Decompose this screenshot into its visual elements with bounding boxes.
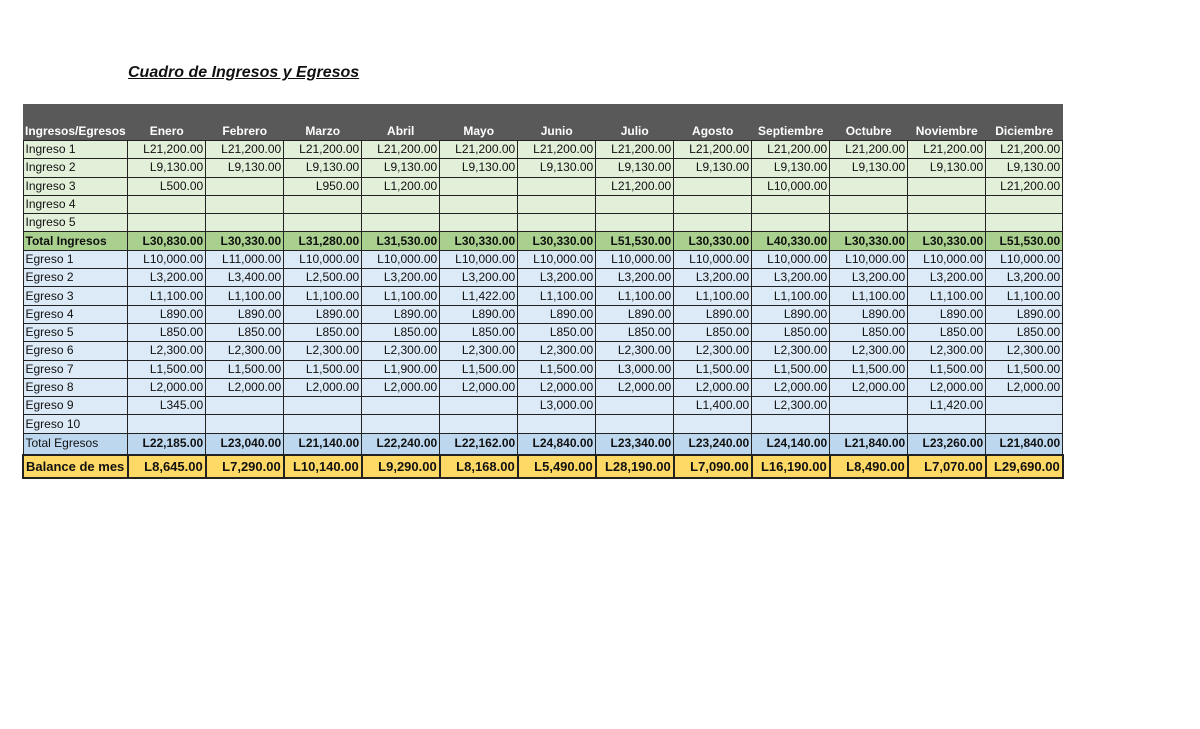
cell-febrero[interactable]: L890.00 [206, 305, 284, 323]
header-month-febrero: Febrero [206, 125, 284, 141]
header-band-cell [596, 104, 674, 125]
cell-febrero[interactable]: L30,330.00 [206, 232, 284, 250]
cell-agosto[interactable]: L9,130.00 [674, 159, 752, 177]
header-band-cell [362, 104, 440, 125]
cell-junio[interactable] [518, 177, 596, 195]
cell-marzo[interactable]: L10,000.00 [284, 250, 362, 268]
cell-julio[interactable] [596, 214, 674, 232]
cell-mayo[interactable]: L9,130.00 [440, 159, 518, 177]
header-month-abril: Abril [362, 125, 440, 141]
cell-junio[interactable]: L3,200.00 [518, 269, 596, 287]
header-band-cell [908, 104, 986, 125]
header-month-julio: Julio [596, 125, 674, 141]
header-label: Ingresos/Egresos [23, 125, 128, 141]
cell-junio[interactable] [518, 415, 596, 433]
cell-febrero[interactable]: L21,200.00 [206, 141, 284, 159]
cell-enero[interactable]: L2,000.00 [128, 378, 206, 396]
header-band-cell [986, 104, 1063, 125]
cell-agosto[interactable] [674, 415, 752, 433]
row-label[interactable]: Total Ingresos [23, 232, 128, 250]
cell-abril[interactable] [362, 397, 440, 415]
cell-mayo[interactable]: L1,500.00 [440, 360, 518, 378]
cell-febrero[interactable]: L1,500.00 [206, 360, 284, 378]
ingreso-row [23, 214, 1063, 232]
cell-agosto[interactable]: L2,000.00 [674, 378, 752, 396]
cell-noviembre[interactable]: L1,100.00 [908, 287, 986, 305]
cell-mayo[interactable]: L2,300.00 [440, 342, 518, 360]
cell-octubre[interactable]: L30,330.00 [830, 232, 908, 250]
cell-agosto[interactable]: L21,200.00 [674, 141, 752, 159]
cell-marzo[interactable]: L2,300.00 [284, 342, 362, 360]
cell-septiembre[interactable]: L10,000.00 [752, 177, 830, 195]
cell-agosto[interactable]: L30,330.00 [674, 232, 752, 250]
cell-abril[interactable] [362, 415, 440, 433]
cell-mayo[interactable]: L890.00 [440, 305, 518, 323]
cell-enero[interactable]: L3,200.00 [128, 269, 206, 287]
cell-noviembre[interactable]: L1,420.00 [908, 397, 986, 415]
cell-enero[interactable]: L2,300.00 [128, 342, 206, 360]
cell-septiembre[interactable]: L24,140.00 [752, 433, 830, 455]
cell-mayo[interactable]: L3,200.00 [440, 269, 518, 287]
cell-diciembre[interactable]: L21,200.00 [986, 141, 1063, 159]
header-month-octubre: Octubre [830, 125, 908, 141]
cell-septiembre[interactable]: L16,190.00 [752, 455, 830, 478]
cell-mayo[interactable]: L10,000.00 [440, 250, 518, 268]
cell-marzo[interactable]: L890.00 [284, 305, 362, 323]
egreso-row [23, 378, 1063, 396]
cell-marzo[interactable] [284, 415, 362, 433]
cell-agosto[interactable] [674, 195, 752, 213]
row-label[interactable]: Ingreso 2 [23, 159, 128, 177]
cell-diciembre[interactable]: L1,500.00 [986, 360, 1063, 378]
cell-enero[interactable] [128, 195, 206, 213]
cell-octubre[interactable] [830, 415, 908, 433]
cell-febrero[interactable]: L11,000.00 [206, 250, 284, 268]
cell-julio[interactable]: L3,200.00 [596, 269, 674, 287]
cell-mayo[interactable] [440, 415, 518, 433]
cell-junio[interactable]: L24,840.00 [518, 433, 596, 455]
cell-diciembre[interactable]: L9,130.00 [986, 159, 1063, 177]
cell-diciembre[interactable]: L10,000.00 [986, 250, 1063, 268]
cell-septiembre[interactable]: L2,000.00 [752, 378, 830, 396]
cell-marzo[interactable]: L2,500.00 [284, 269, 362, 287]
cell-octubre[interactable]: L2,000.00 [830, 378, 908, 396]
cell-noviembre[interactable]: L3,200.00 [908, 269, 986, 287]
cell-junio[interactable]: L30,330.00 [518, 232, 596, 250]
cell-enero[interactable]: L345.00 [128, 397, 206, 415]
cell-octubre[interactable]: L1,100.00 [830, 287, 908, 305]
cell-febrero[interactable]: L9,130.00 [206, 159, 284, 177]
cell-mayo[interactable]: L21,200.00 [440, 141, 518, 159]
header-month-marzo: Marzo [284, 125, 362, 141]
ingreso-row [23, 195, 1063, 213]
cell-abril[interactable]: L9,130.00 [362, 159, 440, 177]
cell-junio[interactable]: L21,200.00 [518, 141, 596, 159]
cell-junio[interactable]: L3,000.00 [518, 397, 596, 415]
header-month-enero: Enero [128, 125, 206, 141]
cell-mayo[interactable] [440, 177, 518, 195]
cell-marzo[interactable]: L21,200.00 [284, 141, 362, 159]
cell-enero[interactable]: L9,130.00 [128, 159, 206, 177]
cell-febrero[interactable] [206, 177, 284, 195]
cell-agosto[interactable]: L1,500.00 [674, 360, 752, 378]
cell-abril[interactable]: L22,240.00 [362, 433, 440, 455]
cell-diciembre[interactable] [986, 195, 1063, 213]
cell-abril[interactable]: L1,100.00 [362, 287, 440, 305]
balance-row [23, 455, 1063, 478]
cell-abril[interactable]: L1,200.00 [362, 177, 440, 195]
cell-julio[interactable]: L2,000.00 [596, 378, 674, 396]
cell-julio[interactable]: L21,200.00 [596, 177, 674, 195]
header-month-septiembre: Septiembre [752, 125, 830, 141]
cell-octubre[interactable] [830, 195, 908, 213]
cell-noviembre[interactable]: L2,300.00 [908, 342, 986, 360]
cell-diciembre[interactable]: L21,840.00 [986, 433, 1063, 455]
cell-octubre[interactable]: L21,200.00 [830, 141, 908, 159]
cell-mayo[interactable]: L30,330.00 [440, 232, 518, 250]
cell-enero[interactable]: L22,185.00 [128, 433, 206, 455]
cell-junio[interactable]: L5,490.00 [518, 455, 596, 478]
cell-agosto[interactable]: L2,300.00 [674, 342, 752, 360]
cell-junio[interactable]: L10,000.00 [518, 250, 596, 268]
cell-febrero[interactable]: L850.00 [206, 323, 284, 341]
cell-noviembre[interactable]: L1,500.00 [908, 360, 986, 378]
row-label[interactable]: Egreso 8 [23, 378, 128, 396]
cell-marzo[interactable]: L2,000.00 [284, 378, 362, 396]
ingreso-row [23, 177, 1063, 195]
cell-junio[interactable]: L2,000.00 [518, 378, 596, 396]
cell-noviembre[interactable]: L850.00 [908, 323, 986, 341]
row-label[interactable]: Egreso 5 [23, 323, 128, 341]
cell-noviembre[interactable]: L23,260.00 [908, 433, 986, 455]
cell-febrero[interactable] [206, 397, 284, 415]
cell-agosto[interactable]: L7,090.00 [674, 455, 752, 478]
cell-marzo[interactable]: L9,130.00 [284, 159, 362, 177]
cell-febrero[interactable]: L7,290.00 [206, 455, 284, 478]
egreso-row [23, 397, 1063, 415]
cell-febrero[interactable]: L2,000.00 [206, 378, 284, 396]
cell-abril[interactable]: L21,200.00 [362, 141, 440, 159]
cell-octubre[interactable]: L9,130.00 [830, 159, 908, 177]
ingreso-row [23, 141, 1063, 159]
cell-enero[interactable]: L1,500.00 [128, 360, 206, 378]
cell-enero[interactable]: L500.00 [128, 177, 206, 195]
cell-mayo[interactable] [440, 397, 518, 415]
cell-octubre[interactable]: L2,300.00 [830, 342, 908, 360]
row-label[interactable]: Egreso 6 [23, 342, 128, 360]
cell-mayo[interactable] [440, 214, 518, 232]
cell-enero[interactable]: L8,645.00 [128, 455, 206, 478]
cell-diciembre[interactable]: L2,000.00 [986, 378, 1063, 396]
cell-marzo[interactable]: L10,140.00 [284, 455, 362, 478]
cell-agosto[interactable]: L850.00 [674, 323, 752, 341]
header-band-cell [830, 104, 908, 125]
cell-agosto[interactable]: L23,240.00 [674, 433, 752, 455]
cell-julio[interactable] [596, 195, 674, 213]
cell-septiembre[interactable]: L850.00 [752, 323, 830, 341]
cell-octubre[interactable]: L10,000.00 [830, 250, 908, 268]
cell-diciembre[interactable] [986, 415, 1063, 433]
cell-abril[interactable]: L3,200.00 [362, 269, 440, 287]
cell-junio[interactable] [518, 214, 596, 232]
header-month-junio: Junio [518, 125, 596, 141]
cell-septiembre[interactable]: L21,200.00 [752, 141, 830, 159]
cell-septiembre[interactable]: L1,100.00 [752, 287, 830, 305]
header-band-cell [674, 104, 752, 125]
egreso-row [23, 415, 1063, 433]
egreso-row [23, 269, 1063, 287]
cell-noviembre[interactable]: L21,200.00 [908, 141, 986, 159]
egreso-row [23, 287, 1063, 305]
header-band-cell [518, 104, 596, 125]
cell-octubre[interactable]: L8,490.00 [830, 455, 908, 478]
cell-octubre[interactable]: L850.00 [830, 323, 908, 341]
cell-diciembre[interactable]: L1,100.00 [986, 287, 1063, 305]
cell-julio[interactable]: L23,340.00 [596, 433, 674, 455]
cell-febrero[interactable] [206, 415, 284, 433]
cell-agosto[interactable]: L890.00 [674, 305, 752, 323]
cell-noviembre[interactable] [908, 214, 986, 232]
egreso-row [23, 250, 1063, 268]
egreso-row [23, 342, 1063, 360]
cell-enero[interactable]: L890.00 [128, 305, 206, 323]
cell-septiembre[interactable]: L1,500.00 [752, 360, 830, 378]
cell-abril[interactable]: L9,290.00 [362, 455, 440, 478]
cell-junio[interactable]: L9,130.00 [518, 159, 596, 177]
cell-noviembre[interactable] [908, 195, 986, 213]
cell-diciembre[interactable]: L21,200.00 [986, 177, 1063, 195]
row-label[interactable]: Ingreso 4 [23, 195, 128, 213]
cell-agosto[interactable]: L1,400.00 [674, 397, 752, 415]
cell-julio[interactable] [596, 415, 674, 433]
cell-julio[interactable] [596, 397, 674, 415]
cell-septiembre[interactable]: L3,200.00 [752, 269, 830, 287]
row-label[interactable]: Balance de mes [23, 455, 128, 478]
cell-diciembre[interactable]: L850.00 [986, 323, 1063, 341]
cell-diciembre[interactable]: L890.00 [986, 305, 1063, 323]
header-band-cell [752, 104, 830, 125]
header-row [23, 125, 1063, 141]
header-band-cell [440, 104, 518, 125]
cell-agosto[interactable]: L1,100.00 [674, 287, 752, 305]
ingreso-row [23, 159, 1063, 177]
cell-septiembre[interactable]: L2,300.00 [752, 397, 830, 415]
row-label[interactable]: Egreso 2 [23, 269, 128, 287]
cell-julio[interactable]: L9,130.00 [596, 159, 674, 177]
income-expense-table [22, 104, 1064, 479]
cell-septiembre[interactable] [752, 195, 830, 213]
header-band-cell [206, 104, 284, 125]
cell-abril[interactable]: L10,000.00 [362, 250, 440, 268]
cell-septiembre[interactable] [752, 415, 830, 433]
cell-febrero[interactable]: L1,100.00 [206, 287, 284, 305]
cell-abril[interactable]: L31,530.00 [362, 232, 440, 250]
cell-julio[interactable]: L2,300.00 [596, 342, 674, 360]
cell-mayo[interactable]: L1,422.00 [440, 287, 518, 305]
cell-junio[interactable]: L1,100.00 [518, 287, 596, 305]
cell-mayo[interactable]: L2,000.00 [440, 378, 518, 396]
cell-octubre[interactable]: L1,500.00 [830, 360, 908, 378]
cell-noviembre[interactable]: L2,000.00 [908, 378, 986, 396]
cell-marzo[interactable] [284, 214, 362, 232]
cell-enero[interactable]: L1,100.00 [128, 287, 206, 305]
cell-marzo[interactable] [284, 397, 362, 415]
cell-marzo[interactable] [284, 195, 362, 213]
row-label[interactable]: Egreso 9 [23, 397, 128, 415]
cell-febrero[interactable] [206, 195, 284, 213]
cell-junio[interactable]: L1,500.00 [518, 360, 596, 378]
cell-julio[interactable]: L10,000.00 [596, 250, 674, 268]
cell-septiembre[interactable]: L890.00 [752, 305, 830, 323]
cell-octubre[interactable] [830, 214, 908, 232]
cell-agosto[interactable]: L3,200.00 [674, 269, 752, 287]
cell-abril[interactable]: L890.00 [362, 305, 440, 323]
cell-diciembre[interactable]: L29,690.00 [986, 455, 1063, 478]
cell-junio[interactable]: L890.00 [518, 305, 596, 323]
cell-agosto[interactable] [674, 214, 752, 232]
cell-septiembre[interactable]: L40,330.00 [752, 232, 830, 250]
row-label[interactable]: Total Egresos [23, 433, 128, 455]
cell-agosto[interactable]: L10,000.00 [674, 250, 752, 268]
cell-abril[interactable]: L2,000.00 [362, 378, 440, 396]
cell-diciembre[interactable] [986, 214, 1063, 232]
cell-abril[interactable] [362, 214, 440, 232]
cell-marzo[interactable]: L21,140.00 [284, 433, 362, 455]
page-title: Cuadro de Ingresos y Egresos [128, 64, 360, 81]
cell-junio[interactable]: L2,300.00 [518, 342, 596, 360]
row-label[interactable]: Egreso 1 [23, 250, 128, 268]
cell-marzo[interactable]: L950.00 [284, 177, 362, 195]
cell-julio[interactable]: L1,100.00 [596, 287, 674, 305]
row-label[interactable]: Egreso 7 [23, 360, 128, 378]
cell-septiembre[interactable] [752, 214, 830, 232]
cell-diciembre[interactable]: L51,530.00 [986, 232, 1063, 250]
cell-febrero[interactable] [206, 214, 284, 232]
header-band-cell [284, 104, 362, 125]
cell-mayo[interactable]: L850.00 [440, 323, 518, 341]
cell-noviembre[interactable] [908, 415, 986, 433]
header-band-cell [23, 104, 128, 125]
header-band-cell [128, 104, 206, 125]
cell-noviembre[interactable]: L7,070.00 [908, 455, 986, 478]
cell-noviembre[interactable]: L890.00 [908, 305, 986, 323]
cell-abril[interactable]: L850.00 [362, 323, 440, 341]
egreso-row [23, 323, 1063, 341]
row-label[interactable]: Ingreso 3 [23, 177, 128, 195]
cell-enero[interactable]: L850.00 [128, 323, 206, 341]
cell-agosto[interactable] [674, 177, 752, 195]
cell-enero[interactable]: L30,830.00 [128, 232, 206, 250]
cell-febrero[interactable]: L3,400.00 [206, 269, 284, 287]
header-band [23, 104, 1063, 125]
cell-mayo[interactable] [440, 195, 518, 213]
cell-febrero[interactable]: L2,300.00 [206, 342, 284, 360]
cell-octubre[interactable]: L890.00 [830, 305, 908, 323]
header-month-noviembre: Noviembre [908, 125, 986, 141]
cell-octubre[interactable] [830, 397, 908, 415]
row-label[interactable]: Ingreso 5 [23, 214, 128, 232]
cell-abril[interactable] [362, 195, 440, 213]
cell-marzo[interactable]: L1,100.00 [284, 287, 362, 305]
cell-abril[interactable]: L2,300.00 [362, 342, 440, 360]
cell-abril[interactable]: L1,900.00 [362, 360, 440, 378]
cell-diciembre[interactable]: L3,200.00 [986, 269, 1063, 287]
cell-mayo[interactable]: L8,168.00 [440, 455, 518, 478]
row-label[interactable]: Egreso 10 [23, 415, 128, 433]
cell-julio[interactable]: L28,190.00 [596, 455, 674, 478]
cell-enero[interactable] [128, 415, 206, 433]
cell-julio[interactable]: L850.00 [596, 323, 674, 341]
total-egresos-row [23, 433, 1063, 455]
row-label[interactable]: Ingreso 1 [23, 141, 128, 159]
cell-septiembre[interactable]: L10,000.00 [752, 250, 830, 268]
header-month-agosto: Agosto [674, 125, 752, 141]
cell-julio[interactable]: L890.00 [596, 305, 674, 323]
cell-marzo[interactable]: L850.00 [284, 323, 362, 341]
cell-junio[interactable]: L850.00 [518, 323, 596, 341]
cell-mayo[interactable]: L22,162.00 [440, 433, 518, 455]
header-month-mayo: Mayo [440, 125, 518, 141]
cell-julio[interactable]: L51,530.00 [596, 232, 674, 250]
row-label[interactable]: Egreso 4 [23, 305, 128, 323]
cell-junio[interactable] [518, 195, 596, 213]
cell-noviembre[interactable]: L30,330.00 [908, 232, 986, 250]
cell-noviembre[interactable] [908, 177, 986, 195]
header-month-diciembre: Diciembre [986, 125, 1063, 141]
cell-octubre[interactable]: L21,840.00 [830, 433, 908, 455]
cell-diciembre[interactable] [986, 397, 1063, 415]
egreso-row [23, 360, 1063, 378]
cell-marzo[interactable]: L1,500.00 [284, 360, 362, 378]
cell-enero[interactable] [128, 214, 206, 232]
cell-octubre[interactable] [830, 177, 908, 195]
row-label[interactable]: Egreso 3 [23, 287, 128, 305]
cell-septiembre[interactable]: L2,300.00 [752, 342, 830, 360]
cell-noviembre[interactable]: L9,130.00 [908, 159, 986, 177]
cell-febrero[interactable]: L23,040.00 [206, 433, 284, 455]
cell-marzo[interactable]: L31,280.00 [284, 232, 362, 250]
egreso-row [23, 305, 1063, 323]
cell-diciembre[interactable]: L2,300.00 [986, 342, 1063, 360]
cell-julio[interactable]: L3,000.00 [596, 360, 674, 378]
total-ingresos-row [23, 232, 1063, 250]
cell-enero[interactable]: L21,200.00 [128, 141, 206, 159]
cell-septiembre[interactable]: L9,130.00 [752, 159, 830, 177]
cell-julio[interactable]: L21,200.00 [596, 141, 674, 159]
cell-noviembre[interactable]: L10,000.00 [908, 250, 986, 268]
cell-octubre[interactable]: L3,200.00 [830, 269, 908, 287]
cell-enero[interactable]: L10,000.00 [128, 250, 206, 268]
